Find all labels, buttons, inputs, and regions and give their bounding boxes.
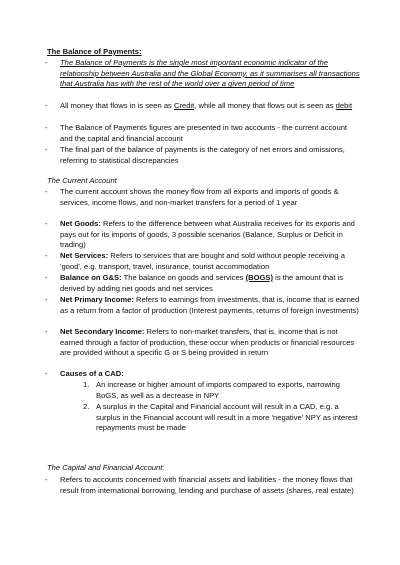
- bullet-dash: -: [45, 145, 48, 154]
- intro-accounts-item: [45, 123, 360, 144]
- page-title: The Balance of Payments:: [47, 47, 142, 56]
- current-account-title: The Current Account: [47, 176, 117, 185]
- net-goods-item: [45, 219, 360, 251]
- net-secondary-income-item: [45, 327, 360, 359]
- bullet-dash: -: [45, 369, 48, 378]
- cad-cause-text: An increase or higher amount of imports compared to exports, narrowing BoGS, as well as a decrease in NPY: [96, 380, 340, 400]
- bogs-text-b: is the amount that is derived by adding net goods and net services: [60, 273, 344, 293]
- bogs-label: Balance on G&S:: [60, 273, 122, 282]
- capital-account-overview-text: Refers to accounts concerned with financial assets and liabilities - the money flows that result from international borrowing, lending and purchase of assets (shares, real estate): [60, 475, 354, 495]
- debit-term: debit: [335, 101, 353, 110]
- credit-term: Credit: [173, 101, 195, 110]
- net-services-text: Refers to services that are bought and sold without people receiving a 'good', e.g. transport, travel, insurance, tourist accommodation: [60, 251, 345, 271]
- bogs-abbreviation: (BOGS): [245, 273, 274, 282]
- cad-causes-item: [45, 369, 360, 380]
- intro-money-flow-item: [45, 101, 360, 112]
- net-primary-income-text: Refers to earnings from investments, that is, income that is earned as a return from a factor of production (Interest payments, returns of foreign investments): [60, 295, 360, 315]
- bogs-item: [45, 273, 360, 294]
- cad-cause-text: A surplus in the Capital and Financial account will result in a CAD, e.g. a surplus in the Financial account will result in a more 'negative' NPY as interest repayments must be made: [96, 402, 358, 433]
- bullet-dash: -: [45, 475, 48, 484]
- final-part-text: The final part of the balance of payments is the category of net errors and omissions, referring to statistical discrepancies: [60, 145, 345, 165]
- net-goods-label: Net Goods:: [60, 219, 101, 228]
- cad-causes-label: Causes of a CAD:: [60, 369, 124, 378]
- capital-account-title: The Capital and Financial Account:: [47, 463, 165, 472]
- bullet-dash: -: [45, 123, 48, 132]
- money-flow-middle: , while all money that flows out is seen as: [194, 101, 336, 110]
- cad-cause-number: 1.: [83, 380, 90, 389]
- net-goods-text: Refers to the difference between what Australia receives for its exports and pays out for its imports of goods, 3 possible scenarios (Balance, Surplus or Deficit in trading): [60, 219, 355, 250]
- net-secondary-income-label: Net Secondary Income:: [60, 327, 145, 336]
- bullet-dash: -: [45, 295, 48, 304]
- bullet-dash: -: [45, 58, 48, 67]
- current-account-overview-item: [45, 187, 360, 208]
- net-secondary-income-text: Refers to non-market transfers, that is, income that is not earned through a factor of production, these occur when products or financial resources are provided without a specific G or S being provided in return: [60, 327, 355, 358]
- cad-cause-item: [83, 380, 360, 401]
- money-flow-prefix: All money that flows in is seen as: [60, 101, 174, 110]
- bop-definition-text: The Balance of Payments is the single most important economic indicator of the relationship between Australia and the Global Economy, as it summarises all transactions that Australia has with the rest of the world over a given period of time: [60, 58, 360, 89]
- net-primary-income-item: [45, 295, 360, 316]
- bullet-dash: -: [45, 219, 48, 228]
- cad-cause-number: 2.: [83, 402, 90, 411]
- current-account-overview-text: The current account shows the money flow from all exports and imports of goods & services, income flows, and non-market transfers for a period of 1 year: [60, 187, 339, 207]
- accounts-text: The Balance of Payments figures are presented in two accounts - the current account and the capital and financial account: [60, 123, 348, 143]
- bullet-dash: -: [45, 273, 48, 282]
- bullet-dash: -: [45, 251, 48, 260]
- net-services-label: Net Services:: [60, 251, 109, 260]
- capital-account-overview-item: [45, 475, 360, 496]
- bogs-text-a: The balance on goods and services: [121, 273, 246, 282]
- intro-final-part-item: [45, 145, 360, 166]
- bullet-dash: -: [45, 101, 48, 110]
- net-services-item: [45, 251, 360, 272]
- net-primary-income-label: Net Primary Income:: [60, 295, 134, 304]
- bullet-dash: -: [45, 327, 48, 336]
- bullet-dash: -: [45, 187, 48, 196]
- intro-definition-item: [45, 58, 360, 90]
- cad-cause-item: [83, 402, 360, 434]
